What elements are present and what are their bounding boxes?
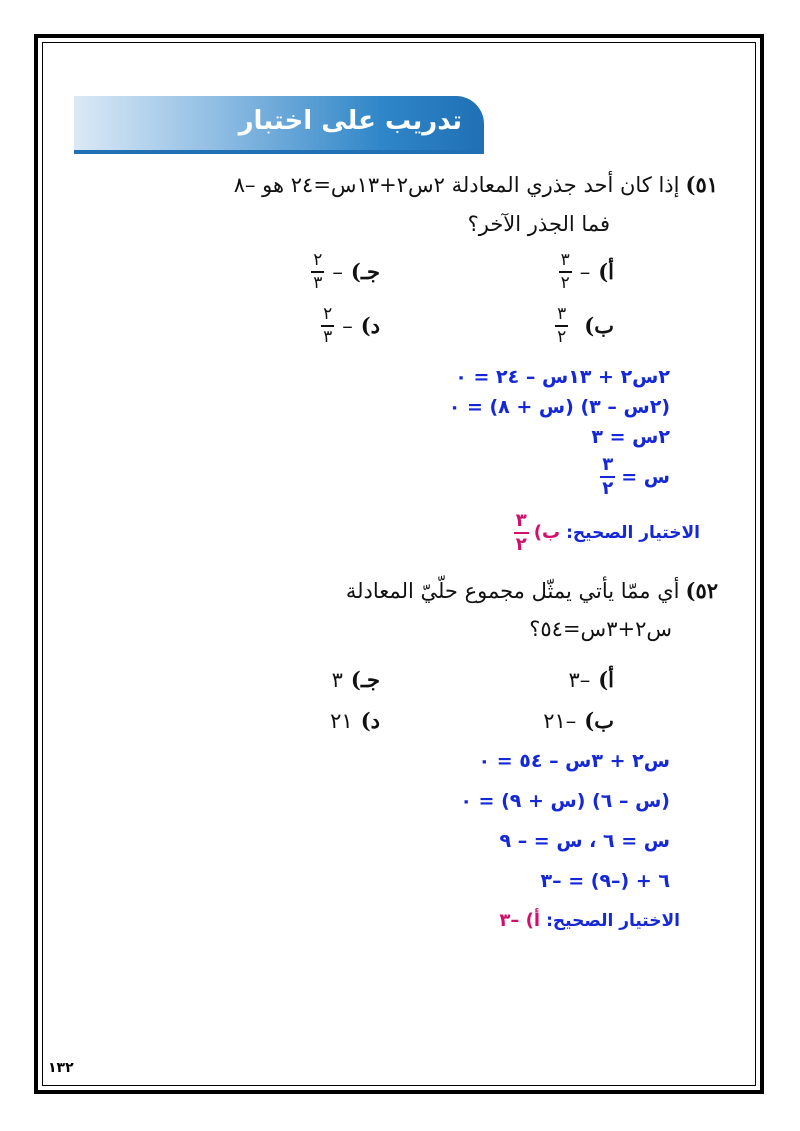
q52-correct-answer [499,910,680,931]
fraction-denominator: ٣ [313,272,323,293]
q52-option-c [332,667,380,692]
fraction-numerator: ٢ [313,250,323,270]
answer-letter: ب) [533,522,561,544]
option-letter: د) [360,708,380,733]
answer-value: أ) –٣ [499,910,541,931]
answer-label: الاختيار الصحيح: [546,910,680,931]
option-sign: – [342,313,353,338]
q51-solution-step: ٢س = ٣ [591,426,670,448]
banner-underline [74,150,484,154]
q52-option-b [543,708,614,733]
q51-correct-answer [514,512,700,554]
answer-value [514,512,560,554]
option-value: –٣ [568,667,591,692]
q51-option-d [321,306,380,346]
option-fraction [559,252,572,292]
fraction-numerator: ٣ [560,250,570,270]
fraction-numerator: ٣ [515,510,527,531]
q52-line1 [346,578,718,603]
q52-solution-step: ٦ + (–٩) = –٣ [540,870,670,892]
fraction-numerator: ٣ [602,454,614,475]
option-fraction [555,306,568,346]
fraction-numerator: ٢ [323,304,333,324]
option-fraction [311,252,324,292]
q51-line1 [234,172,718,197]
section-title: تدريب على اختبار [238,106,462,136]
option-sign: – [332,259,343,284]
q51-option-c [311,252,380,292]
option-letter: ب) [584,708,614,733]
option-letter: د) [360,313,380,339]
q52-option-a [568,667,614,692]
option-value: ٢١ [330,708,353,733]
option-letter: جـ) [350,259,380,285]
q52-solution-step: (س – ٦) (س + ٩) = ٠ [460,790,670,812]
q51-option-a [559,252,614,292]
answer-fraction [514,512,529,554]
q51-text: إذا كان أحد جذري المعادلة ٢س٢+١٣س=٢٤ هو –٨ [233,173,680,197]
solution-text: س = [621,465,670,488]
option-letter: أ) [598,667,614,692]
fraction-denominator: ٢ [515,533,527,555]
page-number: ١٣٢ [48,1060,74,1076]
option-letter: جـ) [350,667,380,692]
option-sign: – [579,259,591,284]
q52-line2: س٢+٣س=٥٤؟ [529,617,672,641]
q51-solution-step: (٢س – ٣) (س + ٨) = ٠ [448,396,670,418]
option-letter: ب) [584,313,614,339]
q52-solution-step: س٢ + ٣س – ٥٤ = ٠ [478,750,670,772]
q51-option-b [555,306,614,346]
q51-solution-step: ٢س٢ + ١٣س – ٢٤ = ٠ [455,366,670,388]
option-value: –٢١ [543,708,577,733]
fraction-denominator: ٢ [557,326,567,347]
section-banner [74,96,484,152]
option-letter: أ) [598,259,614,285]
q52-option-d [330,708,380,733]
answer-label: الاختيار الصحيح: [566,522,700,543]
fraction-denominator: ٢ [560,272,570,293]
q52-solution-step: س = ٦ ، س = – ٩ [499,830,670,852]
q51-number: ٥١) [685,172,718,197]
option-value: ٣ [331,667,343,692]
option-fraction [321,306,334,346]
q52-number: ٥٢) [685,578,718,603]
fraction-denominator: ٢ [602,477,614,499]
fraction-numerator: ٣ [557,304,567,324]
solution-fraction [600,456,615,498]
q52-text: أي ممّا يأتي يمثّل مجموع حلّيّ المعادلة [345,579,680,603]
q51-line2: فما الجذر الآخر؟ [467,212,610,236]
fraction-denominator: ٣ [323,326,333,347]
q51-solution-step [600,456,670,498]
